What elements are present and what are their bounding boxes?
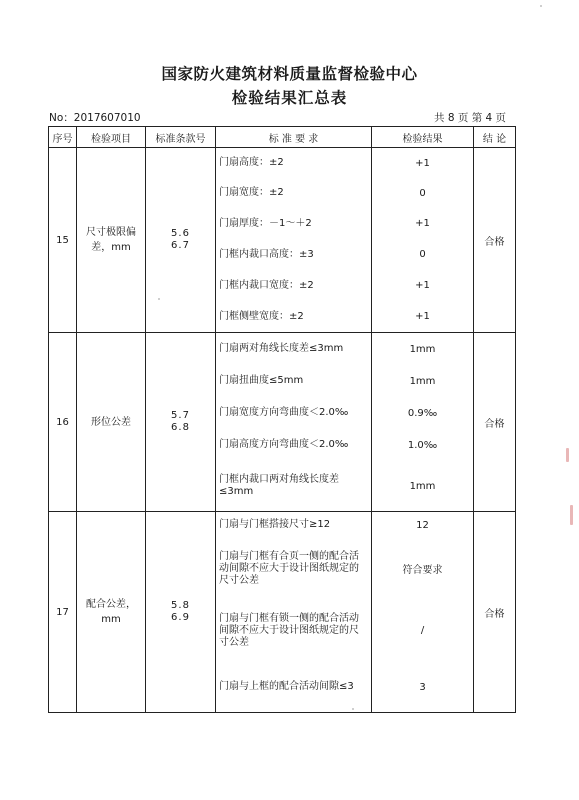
- result-value: 0: [419, 187, 426, 199]
- requirement-text: 门扇与门框有锁一侧的配合活动间隙不应大于设计图纸规定的尺寸公差: [219, 612, 359, 648]
- scan-speck: [158, 298, 160, 300]
- requirement-text: 门扇扭曲度≤5mm: [219, 375, 304, 386]
- result-value: 1.0‰: [407, 439, 438, 451]
- conclusion: 合格: [474, 333, 516, 512]
- test-item: [77, 512, 146, 713]
- requirement-cell: [216, 148, 372, 333]
- clause-numbers: 5.6 6.7: [171, 228, 190, 251]
- col-header-no: 序号: [49, 127, 77, 148]
- result-value: 1mm: [409, 375, 436, 387]
- org-title: 国家防火建筑材料质量监督检验中心: [161, 65, 418, 83]
- table-header-row: [49, 127, 516, 148]
- requirement-text: 门扇高度：±2: [219, 157, 284, 168]
- scan-speck: [352, 708, 354, 710]
- result-cell: [372, 148, 474, 333]
- col-header-clause: 标准条款号: [146, 127, 216, 148]
- test-item-label: 配合公差，mm: [86, 599, 136, 625]
- requirement-text: 门扇高度方向弯曲度＜2.0‰: [219, 439, 349, 450]
- scan-red-mark: [566, 448, 569, 462]
- requirement-text: 门扇宽度：±2: [219, 187, 284, 198]
- row-number: 16: [49, 333, 77, 512]
- result-value: +1: [415, 157, 430, 169]
- requirement-text: 门框内裁口宽度：±2: [219, 279, 314, 291]
- standard-clause: [146, 512, 216, 713]
- test-item: [77, 148, 146, 333]
- conclusion: 合格: [474, 148, 516, 333]
- requirement-cell: [216, 333, 372, 512]
- result-cell: [372, 512, 474, 713]
- row-number: 17: [49, 512, 77, 713]
- conclusion: 合格: [474, 512, 516, 713]
- result-value: +1: [415, 218, 430, 229]
- standard-clause: [146, 333, 216, 512]
- requirement-text: 门扇与门框搭接尺寸≥12: [219, 519, 331, 530]
- test-item-label: 形位公差: [91, 416, 131, 428]
- page-info: 共 8 页 第 4 页: [434, 112, 507, 124]
- requirement-text: 门扇厚度：－1～＋2: [219, 217, 312, 229]
- clause-numbers: 5.7 6.8: [171, 410, 190, 433]
- row-number: 15: [49, 148, 77, 333]
- standard-clause: [146, 148, 216, 333]
- requirement-cell: [216, 512, 372, 713]
- requirement-text: 门框内裁口两对角线长度差≤3mm: [219, 474, 339, 497]
- result-value: 3: [419, 681, 426, 693]
- table-row: [49, 148, 516, 333]
- result-value: 符合要求: [402, 565, 443, 576]
- table-row: [49, 333, 516, 512]
- scan-red-mark: [570, 505, 573, 525]
- result-cell: [372, 333, 474, 512]
- result-value: /: [420, 625, 425, 636]
- result-value: +1: [415, 311, 430, 322]
- requirement-text: 门扇与门框有合页一侧的配合活动间隙不应大于设计图纸规定的尺寸公差: [219, 550, 359, 586]
- requirement-text: 门扇与上框的配合活动间隙≤3: [219, 681, 354, 692]
- result-value: 1mm: [409, 480, 436, 492]
- test-item-label: 尺寸极限偏差，mm: [86, 227, 136, 253]
- document-title: 检验结果汇总表: [231, 89, 348, 107]
- result-value: 12: [416, 519, 429, 531]
- col-header-item: 检验项目: [77, 127, 146, 148]
- col-header-conclusion: 结 论: [474, 127, 516, 148]
- results-table: [48, 126, 516, 713]
- result-value: 1mm: [409, 343, 436, 355]
- requirement-text: 门扇宽度方向弯曲度＜2.0‰: [219, 407, 349, 418]
- requirement-text: 门框内裁口高度：±3: [219, 248, 314, 260]
- scan-speck: [540, 5, 542, 7]
- requirement-text: 门扇两对角线长度差≤3mm: [219, 343, 344, 354]
- report-number: No：2017607010: [49, 112, 141, 124]
- result-value: 0.9‰: [407, 407, 438, 419]
- result-value: 0: [419, 249, 426, 260]
- table-row: [49, 512, 516, 713]
- test-item: [77, 333, 146, 512]
- col-header-result: 检验结果: [372, 127, 474, 148]
- requirement-text: 门框侧壁宽度：±2: [219, 310, 304, 322]
- col-header-requirement: 标 准 要 求: [216, 127, 372, 148]
- clause-numbers: 5.8 6.9: [171, 600, 190, 623]
- result-value: +1: [415, 280, 430, 291]
